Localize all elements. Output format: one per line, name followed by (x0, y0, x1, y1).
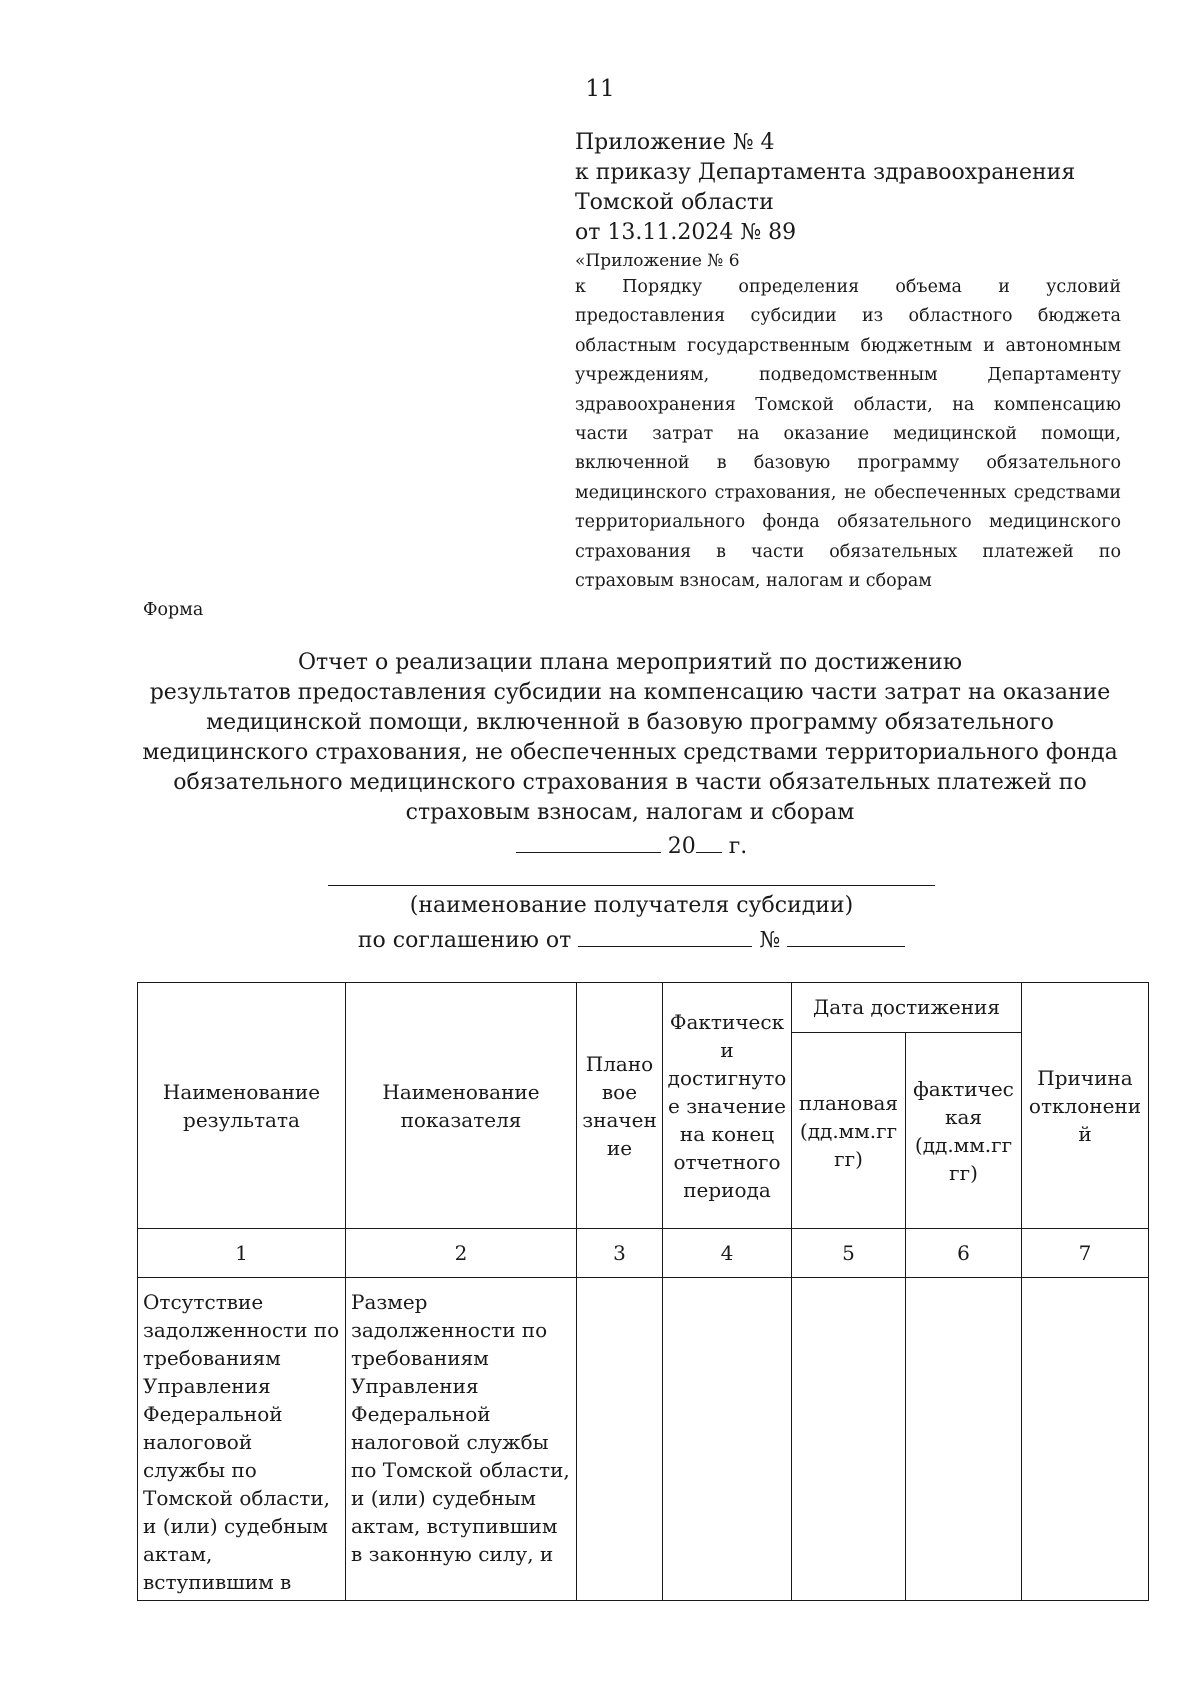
column-number: 3 (577, 1229, 663, 1278)
column-number: 6 (906, 1229, 1022, 1278)
cell-reason[interactable] (1022, 1278, 1149, 1601)
year-suffix: г. (728, 834, 748, 859)
agreement-date-blank[interactable] (578, 924, 752, 947)
reporting-period-line (0, 830, 1200, 859)
cell-result: Отсутствие задолженности по требованиям Управления Федеральной налоговой службы по Томской области, и (или) судебным актам, вступившим в (138, 1278, 346, 1601)
agreement-number-blank[interactable] (787, 924, 905, 947)
appendix-header (575, 128, 1075, 248)
recipient-caption: (наименование получателя субсидии) (409, 893, 854, 918)
column-number: 7 (1022, 1229, 1149, 1278)
header-planned-date: плановая (дд.мм.гггг) (792, 1033, 906, 1229)
agreement-line (0, 924, 1200, 953)
report-title-line: Отчет о реализации плана мероприятий по достижению (298, 650, 962, 675)
appendix-line: от 13.11.2024 № 89 (575, 220, 797, 245)
nested-appendix-body: к Порядку определения объема и условий предоставления субсидии из областного бюджета областным государственным бюджетным и автономным учреждениям, подведомственным Департаменту здравоохранения Томской области, на компенсацию части затрат на оказание медицинской помощи, включенной в базовую программу обязательного медицинского страхования, не обеспеченных средствами территориального фонда обязательного медицинского страхования в части обязательных платежей по страховым взносам, налогам и сборам (575, 277, 1121, 592)
header-planned-value: Плановое значение (577, 983, 663, 1229)
column-number: 1 (138, 1229, 346, 1278)
form-label: Форма (143, 600, 204, 620)
header-actual-date: фактическая (дд.мм.гггг) (906, 1033, 1022, 1229)
header-result-name: Наименование результата (138, 983, 346, 1229)
cell-planned[interactable] (577, 1278, 663, 1601)
cell-indicator: Размер задолженности по требованиям Управления Федеральной налоговой службы по Томской области, и (или) судебным актам, вступившим в законную силу, и (346, 1278, 577, 1601)
report-title-line: результатов предоставления субсидии на компенсацию части затрат на оказание (149, 680, 1111, 705)
report-title (130, 648, 1130, 828)
report-title-line: медицинской помощи, включенной в базовую программу обязательного (206, 710, 1054, 735)
page-number: 11 (585, 76, 615, 102)
appendix-line: к приказу Департамента здравоохранения (575, 160, 1076, 185)
report-title-line: медицинского страхования, не обеспеченных средствами территориального фонда (142, 740, 1118, 765)
column-number: 2 (346, 1229, 577, 1278)
year-prefix: 20 (667, 834, 696, 859)
header-achievement-date: Дата достижения (792, 983, 1022, 1033)
header-actual-value: Фактически достигнутое значение на конец отчетного периода (663, 983, 792, 1229)
report-table (137, 982, 1149, 1601)
column-number: 4 (663, 1229, 792, 1278)
cell-actual-date[interactable] (906, 1278, 1022, 1601)
year-blank[interactable] (696, 830, 722, 853)
recipient-name-line[interactable] (328, 885, 935, 886)
header-deviation-reason: Причина отклонений (1022, 983, 1149, 1229)
header-indicator-name: Наименование показателя (346, 983, 577, 1229)
cell-actual[interactable] (663, 1278, 792, 1601)
appendix-line: Томской области (575, 190, 774, 215)
appendix-line: Приложение № 4 (575, 130, 775, 155)
report-title-line: страховым взносам, налогам и сборам (405, 800, 855, 825)
nested-appendix-title: «Приложение № 6 (575, 251, 740, 271)
cell-planned-date[interactable] (792, 1278, 906, 1601)
report-title-line: обязательного медицинского страхования в части обязательных платежей по (173, 770, 1087, 795)
agreement-number-sign: № (759, 928, 781, 953)
column-number: 5 (792, 1229, 906, 1278)
period-blank[interactable] (516, 830, 661, 853)
agreement-prefix: по соглашению от (357, 928, 572, 953)
